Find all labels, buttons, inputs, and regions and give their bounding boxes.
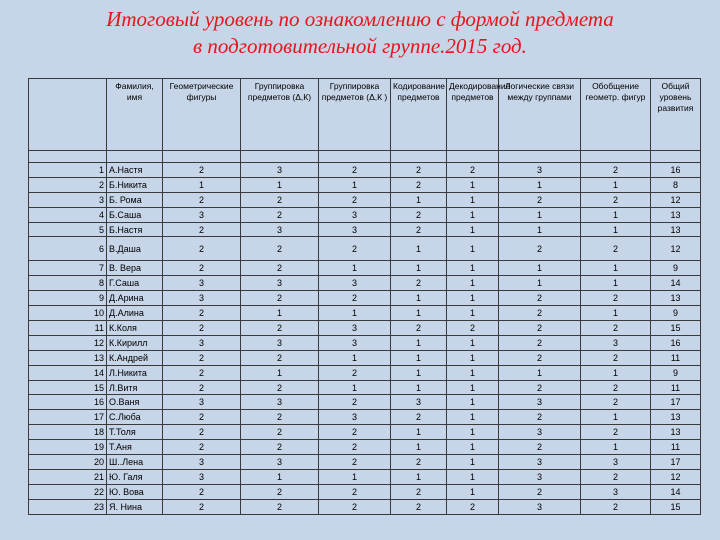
student-name: Б.Саша <box>107 207 163 222</box>
page-title <box>0 6 720 60</box>
table-row <box>29 440 701 455</box>
total-score-cell: 11 <box>651 350 701 365</box>
score-cell: 2 <box>319 365 391 380</box>
score-cell: 2 <box>581 192 651 207</box>
total-score-cell: 13 <box>651 425 701 440</box>
score-cell: 2 <box>163 261 241 276</box>
score-cell: 2 <box>447 499 499 514</box>
score-cell: 1 <box>447 484 499 499</box>
student-name: К.Кирилл <box>107 335 163 350</box>
score-cell: 2 <box>499 321 581 336</box>
score-cell: 2 <box>241 237 319 261</box>
score-cell: 3 <box>319 335 391 350</box>
results-table <box>28 78 701 515</box>
score-cell: 3 <box>499 499 581 514</box>
header-total-level: Общий уровень развития <box>651 79 701 151</box>
score-cell: 1 <box>499 261 581 276</box>
header-row <box>29 79 701 151</box>
score-cell: 1 <box>447 469 499 484</box>
score-cell: 1 <box>447 291 499 306</box>
score-cell: 1 <box>581 410 651 425</box>
score-cell: 1 <box>447 207 499 222</box>
score-cell: 2 <box>499 350 581 365</box>
score-cell: 3 <box>163 276 241 291</box>
score-cell: 2 <box>241 425 319 440</box>
student-name: Ш..Лена <box>107 455 163 470</box>
row-number: 11 <box>29 321 107 336</box>
total-score-cell: 11 <box>651 440 701 455</box>
header-grouping-1: Группировка предметов (Δ,К) <box>241 79 319 151</box>
score-cell: 1 <box>581 365 651 380</box>
table-row <box>29 499 701 514</box>
score-cell: 2 <box>581 469 651 484</box>
score-cell: 3 <box>499 455 581 470</box>
score-cell: 2 <box>499 237 581 261</box>
row-number: 17 <box>29 410 107 425</box>
student-name: Я. Нина <box>107 499 163 514</box>
total-score-cell: 17 <box>651 455 701 470</box>
score-cell: 3 <box>391 395 447 410</box>
table-row <box>29 192 701 207</box>
row-number: 8 <box>29 276 107 291</box>
score-cell: 1 <box>447 276 499 291</box>
table-row <box>29 177 701 192</box>
header-logical-links: Логические связи между группами <box>499 79 581 151</box>
student-name: В. Вера <box>107 261 163 276</box>
total-score-cell: 13 <box>651 222 701 237</box>
score-cell: 1 <box>391 365 447 380</box>
total-score-cell: 13 <box>651 291 701 306</box>
score-cell: 2 <box>391 321 447 336</box>
score-cell: 2 <box>447 163 499 178</box>
score-cell: 2 <box>391 207 447 222</box>
student-name: А.Настя <box>107 163 163 178</box>
score-cell: 3 <box>241 163 319 178</box>
table-row <box>29 261 701 276</box>
header-number <box>29 79 107 151</box>
score-cell: 2 <box>241 321 319 336</box>
score-cell: 1 <box>447 425 499 440</box>
score-cell: 1 <box>581 261 651 276</box>
total-score-cell: 16 <box>651 335 701 350</box>
score-cell: 3 <box>241 276 319 291</box>
score-cell: 1 <box>499 365 581 380</box>
header-coding: Кодирование предметов <box>391 79 447 151</box>
student-name: О.Ваня <box>107 395 163 410</box>
score-cell: 2 <box>391 276 447 291</box>
score-cell: 1 <box>391 380 447 395</box>
row-number: 2 <box>29 177 107 192</box>
score-cell: 2 <box>241 350 319 365</box>
score-cell: 1 <box>391 306 447 321</box>
header-grouping-2: Группировка предметов (Δ,К ) <box>319 79 391 151</box>
score-cell: 2 <box>319 291 391 306</box>
score-cell: 1 <box>319 306 391 321</box>
score-cell: 2 <box>499 306 581 321</box>
table-row <box>29 425 701 440</box>
table-row <box>29 306 701 321</box>
student-name: Л.Витя <box>107 380 163 395</box>
score-cell: 2 <box>241 440 319 455</box>
score-cell: 2 <box>581 350 651 365</box>
total-score-cell: 9 <box>651 306 701 321</box>
table-row <box>29 276 701 291</box>
score-cell: 2 <box>581 163 651 178</box>
total-score-cell: 14 <box>651 484 701 499</box>
header-geometric-figures: Геометрические фигуры <box>163 79 241 151</box>
score-cell: 2 <box>391 455 447 470</box>
score-cell: 3 <box>241 395 319 410</box>
score-cell: 3 <box>163 395 241 410</box>
student-name: Б. Рома <box>107 192 163 207</box>
score-cell: 1 <box>447 306 499 321</box>
student-name: К.Коля <box>107 321 163 336</box>
score-cell: 1 <box>447 380 499 395</box>
score-cell: 2 <box>581 321 651 336</box>
row-number: 23 <box>29 499 107 514</box>
table-row <box>29 469 701 484</box>
score-cell: 2 <box>391 222 447 237</box>
table-row <box>29 237 701 261</box>
score-cell: 1 <box>447 192 499 207</box>
score-cell: 2 <box>499 410 581 425</box>
score-cell: 2 <box>319 425 391 440</box>
student-name: Б.Настя <box>107 222 163 237</box>
score-cell: 3 <box>499 425 581 440</box>
score-cell: 1 <box>581 207 651 222</box>
student-name: Б.Никита <box>107 177 163 192</box>
score-cell: 1 <box>391 192 447 207</box>
score-cell: 1 <box>319 261 391 276</box>
score-cell: 3 <box>163 291 241 306</box>
score-cell: 1 <box>499 207 581 222</box>
score-cell: 2 <box>499 380 581 395</box>
score-cell: 2 <box>499 335 581 350</box>
row-number: 14 <box>29 365 107 380</box>
score-cell: 3 <box>319 207 391 222</box>
score-cell: 3 <box>499 163 581 178</box>
score-cell: 2 <box>499 291 581 306</box>
table-row <box>29 380 701 395</box>
score-cell: 2 <box>499 440 581 455</box>
score-cell: 3 <box>581 484 651 499</box>
score-cell: 1 <box>391 335 447 350</box>
total-score-cell: 15 <box>651 499 701 514</box>
score-cell: 3 <box>319 276 391 291</box>
table-row <box>29 207 701 222</box>
row-number: 18 <box>29 425 107 440</box>
total-score-cell: 14 <box>651 276 701 291</box>
score-cell: 1 <box>447 440 499 455</box>
score-cell: 2 <box>241 499 319 514</box>
score-cell: 2 <box>163 425 241 440</box>
score-cell: 1 <box>319 469 391 484</box>
score-cell: 2 <box>319 192 391 207</box>
score-cell: 1 <box>499 177 581 192</box>
score-cell: 1 <box>163 177 241 192</box>
row-number: 10 <box>29 306 107 321</box>
score-cell: 1 <box>241 365 319 380</box>
score-cell: 2 <box>581 499 651 514</box>
score-cell: 3 <box>319 321 391 336</box>
table-row <box>29 365 701 380</box>
score-cell: 1 <box>391 350 447 365</box>
row-number: 5 <box>29 222 107 237</box>
row-number: 16 <box>29 395 107 410</box>
score-cell: 1 <box>447 261 499 276</box>
score-cell: 1 <box>581 306 651 321</box>
score-cell: 2 <box>319 499 391 514</box>
table-row <box>29 395 701 410</box>
score-cell: 1 <box>319 380 391 395</box>
score-cell: 1 <box>391 261 447 276</box>
score-cell: 1 <box>391 291 447 306</box>
score-cell: 2 <box>163 237 241 261</box>
score-cell: 1 <box>581 440 651 455</box>
row-number: 22 <box>29 484 107 499</box>
row-number: 3 <box>29 192 107 207</box>
score-cell: 2 <box>319 163 391 178</box>
score-cell: 2 <box>163 192 241 207</box>
table-row <box>29 350 701 365</box>
total-score-cell: 11 <box>651 380 701 395</box>
score-cell: 2 <box>241 207 319 222</box>
score-cell: 1 <box>447 237 499 261</box>
score-cell: 3 <box>241 455 319 470</box>
score-cell: 2 <box>581 395 651 410</box>
score-cell: 3 <box>319 222 391 237</box>
row-number: 21 <box>29 469 107 484</box>
score-cell: 2 <box>581 380 651 395</box>
score-cell: 3 <box>163 469 241 484</box>
score-cell: 2 <box>163 410 241 425</box>
student-name: Л.Никита <box>107 365 163 380</box>
score-cell: 1 <box>581 276 651 291</box>
score-cell: 3 <box>163 207 241 222</box>
total-score-cell: 13 <box>651 410 701 425</box>
score-cell: 2 <box>241 291 319 306</box>
score-cell: 2 <box>499 484 581 499</box>
score-cell: 2 <box>391 499 447 514</box>
score-cell: 2 <box>581 291 651 306</box>
score-cell: 1 <box>391 237 447 261</box>
row-number: 4 <box>29 207 107 222</box>
score-cell: 1 <box>447 365 499 380</box>
total-score-cell: 15 <box>651 321 701 336</box>
student-name: Д.Арина <box>107 291 163 306</box>
table-row <box>29 163 701 178</box>
score-cell: 3 <box>163 335 241 350</box>
score-cell: 3 <box>241 222 319 237</box>
table-row <box>29 410 701 425</box>
table-row <box>29 455 701 470</box>
score-cell: 1 <box>499 222 581 237</box>
score-cell: 2 <box>319 237 391 261</box>
score-cell: 1 <box>391 440 447 455</box>
title-line-1: Итоговый уровень по ознакомлению с формой предмета <box>106 7 614 31</box>
student-name: Д.Алина <box>107 306 163 321</box>
row-number: 19 <box>29 440 107 455</box>
score-cell: 1 <box>447 410 499 425</box>
table-row <box>29 291 701 306</box>
total-score-cell: 12 <box>651 469 701 484</box>
score-cell: 2 <box>241 410 319 425</box>
score-cell: 1 <box>447 350 499 365</box>
row-number: 7 <box>29 261 107 276</box>
total-score-cell: 8 <box>651 177 701 192</box>
score-cell: 2 <box>163 499 241 514</box>
table-row <box>29 222 701 237</box>
score-cell: 2 <box>391 484 447 499</box>
student-name: К.Андрей <box>107 350 163 365</box>
score-cell: 1 <box>581 177 651 192</box>
row-number: 1 <box>29 163 107 178</box>
score-cell: 2 <box>581 237 651 261</box>
score-cell: 2 <box>163 380 241 395</box>
student-name: Т.Толя <box>107 425 163 440</box>
row-number: 9 <box>29 291 107 306</box>
score-cell: 2 <box>241 192 319 207</box>
table-row <box>29 321 701 336</box>
score-cell: 2 <box>241 484 319 499</box>
row-number: 12 <box>29 335 107 350</box>
student-name: В.Даша <box>107 237 163 261</box>
score-cell: 2 <box>447 321 499 336</box>
score-cell: 2 <box>241 380 319 395</box>
total-score-cell: 17 <box>651 395 701 410</box>
score-cell: 2 <box>241 261 319 276</box>
row-number: 20 <box>29 455 107 470</box>
score-cell: 3 <box>581 455 651 470</box>
row-number: 13 <box>29 350 107 365</box>
score-cell: 2 <box>163 365 241 380</box>
score-cell: 2 <box>163 440 241 455</box>
student-name: Т.Аня <box>107 440 163 455</box>
score-cell: 2 <box>163 306 241 321</box>
score-cell: 2 <box>391 177 447 192</box>
score-cell: 1 <box>499 276 581 291</box>
score-cell: 1 <box>319 177 391 192</box>
score-cell: 2 <box>163 222 241 237</box>
total-score-cell: 16 <box>651 163 701 178</box>
header-spacer-row <box>29 151 701 163</box>
score-cell: 2 <box>163 484 241 499</box>
header-name: Фамилия, имя <box>107 79 163 151</box>
total-score-cell: 12 <box>651 237 701 261</box>
score-cell: 1 <box>447 222 499 237</box>
student-name: С.Люба <box>107 410 163 425</box>
score-cell: 2 <box>391 410 447 425</box>
score-cell: 1 <box>447 395 499 410</box>
total-score-cell: 13 <box>651 207 701 222</box>
score-cell: 2 <box>499 192 581 207</box>
score-cell: 3 <box>163 455 241 470</box>
score-cell: 3 <box>241 335 319 350</box>
score-cell: 1 <box>447 177 499 192</box>
score-cell: 1 <box>241 306 319 321</box>
total-score-cell: 9 <box>651 365 701 380</box>
score-cell: 3 <box>499 395 581 410</box>
table-body <box>29 163 701 515</box>
student-name: Ю. Галя <box>107 469 163 484</box>
score-cell: 2 <box>319 484 391 499</box>
score-cell: 1 <box>319 350 391 365</box>
score-cell: 3 <box>319 410 391 425</box>
score-cell: 1 <box>447 455 499 470</box>
row-number: 6 <box>29 237 107 261</box>
score-cell: 1 <box>581 222 651 237</box>
score-cell: 2 <box>163 350 241 365</box>
score-cell: 1 <box>391 425 447 440</box>
score-cell: 1 <box>241 469 319 484</box>
score-cell: 2 <box>581 425 651 440</box>
score-cell: 1 <box>391 469 447 484</box>
score-cell: 1 <box>241 177 319 192</box>
table-row <box>29 484 701 499</box>
row-number: 15 <box>29 380 107 395</box>
header-generalization: Обобщение геометр. фигур <box>581 79 651 151</box>
score-cell: 3 <box>499 469 581 484</box>
total-score-cell: 12 <box>651 192 701 207</box>
total-score-cell: 9 <box>651 261 701 276</box>
score-cell: 2 <box>319 395 391 410</box>
score-cell: 2 <box>319 455 391 470</box>
table-row <box>29 335 701 350</box>
student-name: Ю. Вова <box>107 484 163 499</box>
score-cell: 1 <box>447 335 499 350</box>
score-cell: 2 <box>163 321 241 336</box>
score-cell: 2 <box>163 163 241 178</box>
score-cell: 2 <box>391 163 447 178</box>
title-line-2: в подготовительной группе.2015 год. <box>193 34 527 58</box>
header-decoding: Декодирование предметов <box>447 79 499 151</box>
score-cell: 2 <box>319 440 391 455</box>
score-cell: 3 <box>581 335 651 350</box>
student-name: Г.Саша <box>107 276 163 291</box>
